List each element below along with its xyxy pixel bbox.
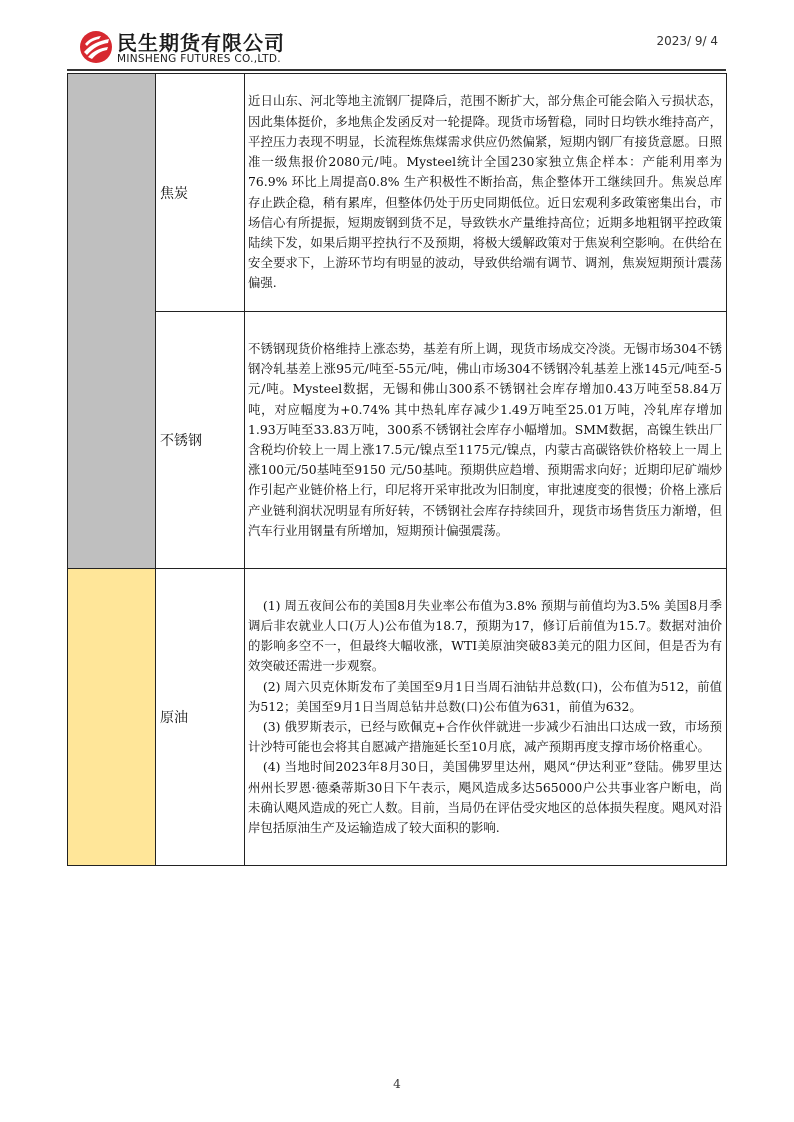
table-row bbox=[68, 312, 727, 569]
table-row bbox=[68, 569, 727, 866]
table-row bbox=[68, 74, 727, 312]
page-header bbox=[0, 0, 794, 72]
minsheng-logo-icon bbox=[79, 30, 113, 64]
company-name-cn: 民生期货有限公司 bbox=[117, 31, 285, 55]
crude-oil-paragraph-2: (2) 周六贝克休斯发布了美国至9月1日当周石油钻井总数(口)，公布值为512，前值为512；美国至9月1日当周总钻井总数(口)公布值为631，前值为632。 bbox=[248, 678, 722, 714]
page-number: 4 bbox=[393, 1077, 401, 1091]
crude-oil-paragraph-4: (4) 当地时间2023年8月30日，美国佛罗里达州，飓风“伊达利亚”登陆。佛罗里达州州长罗恩·德桑蒂斯30日下午表示，飓风造成多达565000户公共事业客户断电，尚未确认飓风造成的死亡人数。目前，当局仍在评估受灾地区的总体损失程度。飓风对沿岸包括原油生产及运输造成了较大面积的影响. bbox=[248, 759, 722, 836]
row-content-stainless-steel bbox=[245, 312, 727, 569]
coke-text: 近日山东、河北等地主流钢厂提降后，范围不断扩大，部分焦企可能会陷入亏损状态，因此集体挺价，多地焦企发函反对一轮提降。现货市场暂稳，同时日均铁水维持高产，平控压力表现不明显，长流程炼焦煤需求供应仍然偏紧，短期内钢厂有接货意愿。日照准一级焦报价2080元/吨。Mysteel统计全国230家独立焦企样本：产能利用率为76.9% 环比上周提高0.8% 生产积极性不断抬高，焦企整体开工继续回升。焦炭总库存止跌企稳，稍有累库，但整体仍处于历史同期低位。近日宏观利多政策密集出台，市场信心有所提振，短期废钢到货不足，导致铁水产量维持高位；近期多地粗钢平控政策陆续下发，如果后期平控执行不及预期，将极大缓解政策对于焦炭利空影响。在供给在安全要求下，上游环节均有明显的波动，导致供给端有调节、调剂，焦炭短期预计震荡偏强. bbox=[248, 93, 722, 291]
commodity-table bbox=[67, 73, 727, 866]
row-content-crude-oil bbox=[245, 569, 727, 866]
company-logo bbox=[79, 26, 319, 70]
company-name-en: MINSHENG FUTURES CO.,LTD. bbox=[117, 53, 281, 65]
row-label-crude-oil: 原油 bbox=[156, 569, 245, 866]
report-date: 2023/ 9/ 4 bbox=[656, 34, 718, 48]
category-cell-yellow bbox=[68, 569, 156, 866]
crude-oil-paragraph-3: (3) 俄罗斯表示，已经与欧佩克+合作伙伴就进一步减少石油出口达成一致，市场预计沙特可能也会将其自愿减产措施延长至10月底，减产预期再度支撑市场价格重心。 bbox=[248, 719, 722, 755]
header-divider bbox=[67, 69, 726, 71]
row-label-coke: 焦炭 bbox=[156, 74, 245, 312]
crude-oil-paragraph-1: (1) 周五夜间公布的美国8月失业率公布值为3.8% 预期与前值均为3.5% 美国8月季调后非农就业人口(万人)公布值为18.7，预期为17，修订后前值为15.7。数据对油价的影响多空不一，但最终大幅收涨，WTI美原油突破83美元的阻力区间，但是否为有效突破还需进一步观察。 bbox=[248, 597, 722, 674]
row-label-stainless-steel: 不锈钢 bbox=[156, 312, 245, 569]
stainless-steel-text: 不锈钢现货价格维持上涨态势，基差有所上调，现货市场成交冷淡。无锡市场304不锈钢冷轧基差上涨95元/吨至-55元/吨，佛山市场304不锈钢冷轧基差上涨145元/吨至-5元/吨。Mysteel数据，无锡和佛山300系不锈钢社会库存增加0.43万吨至58.84万吨，对应幅度为+0.74% 其中热轧库存减少1.49万吨至25.01万吨，冷轧库存增加1.93万吨至33.83万吨，300系不锈钢社会库存小幅增加。SMM数据，高镍生铁出厂含税均价较上一周上涨17.5元/镍点至1175元/镍点，内蒙古高碳铬铁价格较上一周上涨100元/50基吨至9150 元/50基吨。预期供应趋增、预期需求向好；近期印尼矿端炒作引起产业链价格上行，印尼将开采审批改为旧制度，审批速度变的很慢；价格上涨后产业链利润状况明显有所好转，不锈钢社会库存持续回升，现货市场售货压力渐增，但汽车行业用钢量有所增加，短期预计偏强震荡。 bbox=[248, 340, 722, 538]
category-cell-grey bbox=[68, 74, 156, 569]
row-content-coke bbox=[245, 74, 727, 312]
